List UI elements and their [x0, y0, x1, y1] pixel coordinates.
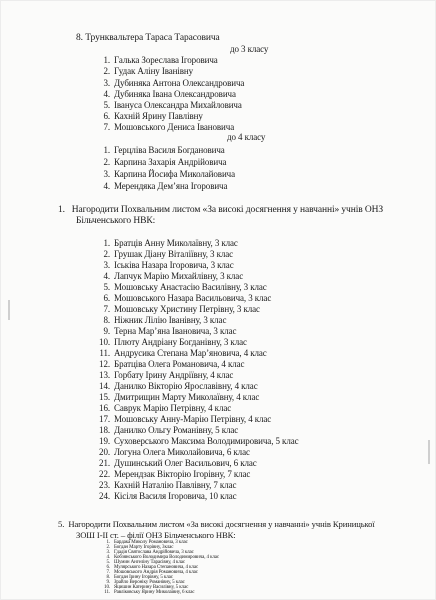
list-item: 5. Мошовську Анастасію Василівну, 3 клас: [103, 282, 267, 292]
list-item: 5. Шумин Ангеліну Тарасівну, 4 клас: [106, 560, 185, 565]
list-item: 1. Бардака Миколу Романовича, 3 клас: [106, 540, 188, 545]
item-paragraph-line: Більченського НВК:: [76, 216, 156, 226]
list-item: 6. Мошовського Назара Васильовича, 3 клас: [103, 293, 272, 303]
list-item: 24. Кісіля Василя Ігоровича, 10 клас: [99, 491, 237, 501]
list-item: 2. Карпина Захарія Андрійовича: [103, 157, 227, 167]
grade-label: до 4 класу: [227, 132, 266, 142]
list-item: 12. Братціва Олега Романовича, 4 клас: [99, 359, 245, 369]
list-item: 5. Івануса Олександра Михайловича: [103, 100, 242, 110]
scan-artifact: [428, 440, 430, 464]
item-paragraph-line: 1. Нагородити Похвальним листом «За високі досягнення у навчанні» учнів ОНЗ: [58, 205, 384, 215]
list-item: 11. Андрусика Степана Мар’яновича, 4 клас: [99, 348, 267, 358]
list-item: 23. Кахній Наталію Павлівну, 7 клас: [99, 480, 237, 490]
grade-label: до 3 класу: [230, 44, 269, 54]
list-item: 17. Мошовську Анну-Марію Петрівну, 4 клас: [99, 414, 272, 424]
list-item: 4. Лапчук Марію Михайлівну, 3 клас: [103, 271, 244, 281]
list-item: 10. Плюту Андріану Богданівну, 3 клас: [99, 337, 247, 347]
list-item: 19. Суховерського Максима Володимировича, 5 клас: [99, 436, 299, 446]
list-item: 3. Гдадія Святослава Андрійовича, 3 клас: [106, 550, 194, 555]
list-item: 7. Мошовського Андрія Романовича, 4 клас: [106, 570, 198, 575]
list-item: 8. Богдан Ірину Ігорівну, 5 клас: [106, 575, 173, 580]
list-item: 10. Яцишин Катерину Василівну, 5 клас: [104, 585, 189, 590]
list-item: 1. Галька Зореслава Ігоровича: [103, 55, 218, 65]
list-item: 21. Душинський Олег Васильович, 6 клас: [99, 458, 257, 468]
item-paragraph-line: 5. Нагородити Похвальним листом «За високі досягнення у навчанні» учнів Криницької: [58, 519, 375, 529]
list-item: 2. Гудак Аліну Іванівну: [103, 66, 194, 76]
list-item: 3. Карпина Йосифа Миколайовича: [103, 169, 235, 179]
list-item: 9. Терна Мар’яна Івановича, 3 клас: [103, 326, 237, 336]
list-item: 15. Дмитрищин Марту Миколаївну, 4 клас: [99, 392, 260, 402]
list-item: 1. Герцлiвa Василя Богдановича: [103, 145, 225, 155]
item-paragraph-line: ЗОШ І-ІІ ст. – філії ОНЗ Більченського НВК:: [76, 530, 236, 540]
list-item: 2. Богдан Марту Ігорівну, 3клас: [106, 545, 174, 550]
section-heading: 8. Трунквальтера Тараса Тарасовича: [76, 33, 220, 43]
list-item: 13. Горбату Ірину Андріївну, 4 клас: [99, 370, 234, 380]
list-item: 7. Мошовську Христину Петрівну, 3 клас: [103, 304, 260, 314]
list-item: 6. Кахній Ярину Павлівну: [103, 111, 203, 121]
list-item: 8. Ніжник Лілію Іванівну, 3 клас: [103, 315, 227, 325]
list-item: 3. Іськіва Назара Ігоровича, 3 клас: [103, 260, 234, 270]
scan-artifact: [8, 300, 10, 320]
list-item: 4. Дубиняка Івана Олександровича: [103, 89, 236, 99]
list-item: 9. Зрайло Вероніку Романівну, 5 клас: [106, 580, 185, 585]
list-item: 20. Логуна Олега Миколайовича, 6 клас: [99, 447, 250, 457]
list-item: 4. Мерендяка Дем’яна Ігоровича: [103, 181, 228, 191]
list-item: 3. Дубиняка Антона Олександровича: [103, 78, 245, 88]
list-item: 22. Мерендзак Вікторію Ігорівну, 7 клас: [99, 469, 251, 479]
list-item: 16. Саврук Марію Петрівну, 4 клас: [99, 403, 232, 413]
list-item: 6. Мулярського Назара Степановича, 4 клас: [106, 565, 199, 570]
list-item: 2. Грушак Діану Віталіївну, 3 клас: [103, 249, 234, 259]
list-item: 14. Данилко Вікторію Ярославівну, 4 клас: [99, 381, 258, 391]
list-item: 18. Данилко Ольгу Романівну, 5 клас: [99, 425, 239, 435]
list-item: 4. Кобзянського Володимира Володимировича, 4 клас: [106, 555, 220, 560]
list-item: 1. Братців Анну Миколаївну, 3 клас: [103, 238, 238, 248]
list-item: 11. Равліковську Ярину Миколаївну, 6 клас: [104, 590, 195, 595]
list-item: 7. Мошовського Дениса Івановича: [103, 122, 235, 132]
